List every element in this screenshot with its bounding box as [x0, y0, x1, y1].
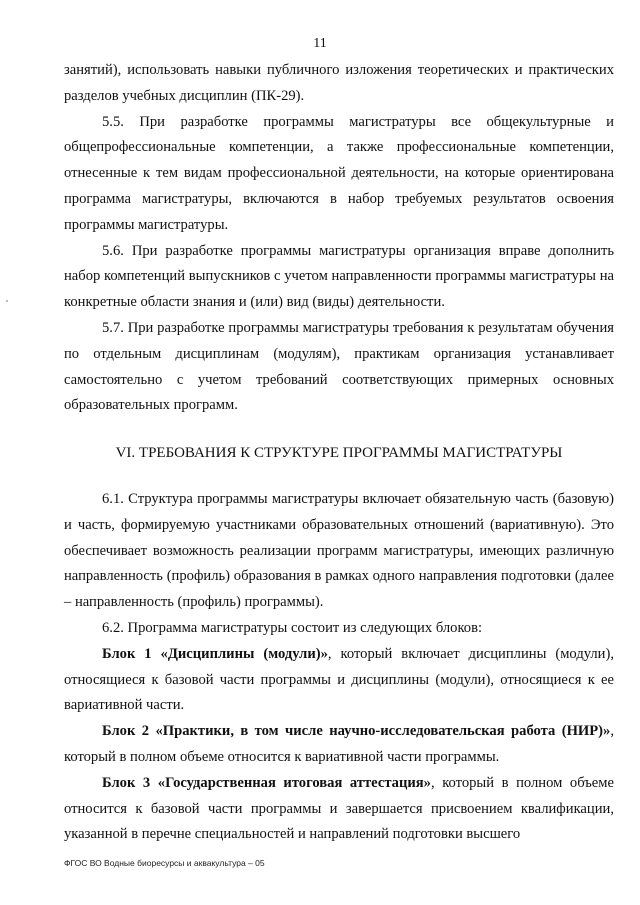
paragraph-5-6: 5.6. При разработке программы магистратуры организация вправе дополнить набор компетенций выпускников с учетом направленности программы магистратуры на конкретные области знания и (или) вид (виды) деятельности.	[64, 242, 614, 311]
paragraph-6-1: 6.1. Структура программы магистратуры включает обязательную часть (базовую) и часть, формируемую участниками образовательных отношений (вариативную). Это обеспечивает возможность реализации программ магистратуры, имеющих различную направленность (профиль) образования в рамках одного направления подготовки (далее – направленность (профиль) программы).	[64, 490, 614, 611]
block-2-title: Блок 2 «Практики, в том числе научно-исследовательская работа (НИР)»	[102, 723, 611, 740]
paragraph-6-2: 6.2. Программа магистратуры состоит из следующих блоков:	[102, 619, 483, 636]
paragraph-competencies-end: занятий), использовать навыки публичного изложения теоретических и практических разделов учебных дисциплин (ПК-29).	[64, 62, 614, 104]
block-2-text: , который в полном объеме относится к вариативной части программы.	[64, 723, 614, 765]
scan-artifact	[6, 300, 8, 302]
paragraph-5-5: 5.5. При разработке программы магистратуры все общекультурные и общепрофессиональные компетенции, а также профессиональные компетенции, отнесенные к тем видам профессиональной деятельности, на которые ориентирована программа магистратуры, включаются в набор требуемых результатов освоения программы магистратуры.	[64, 113, 614, 233]
section-heading: VI. ТРЕБОВАНИЯ К СТРУКТУРЕ ПРОГРАММЫ МАГИСТРАТУРЫ	[115, 445, 563, 462]
block-3-text: , который в полном объеме относится к базовой части программы и завершается присвоением квалификации, указанной в перечне специальностей и направлений подготовки высшего	[64, 774, 614, 843]
block-1-paragraph	[64, 642, 614, 719]
block-3-title: Блок 3 «Государственная итоговая аттестация»	[102, 774, 431, 791]
page-footer: ФГОС ВО Водные биоресурсы и аквакультура – 05	[64, 858, 265, 868]
block-2-paragraph	[64, 719, 614, 771]
paragraph-5-7: 5.7. При разработке программы магистратуры требования к результатам обучения по отдельным дисциплинам (модулям), практикам организация устанавливает самостоятельно с учетом требований соответствующих примерных основных образовательных программ.	[64, 319, 614, 414]
document-body	[64, 58, 614, 848]
block-1-title: Блок 1 «Дисциплины (модули)»	[102, 645, 328, 662]
page-number: 11	[313, 36, 327, 51]
block-1-text: , который включает дисциплины (модули), относящиеся к базовой части программы и дисциплины (модули), относящиеся к ее вариативной части.	[64, 645, 614, 714]
block-3-paragraph	[64, 771, 614, 848]
